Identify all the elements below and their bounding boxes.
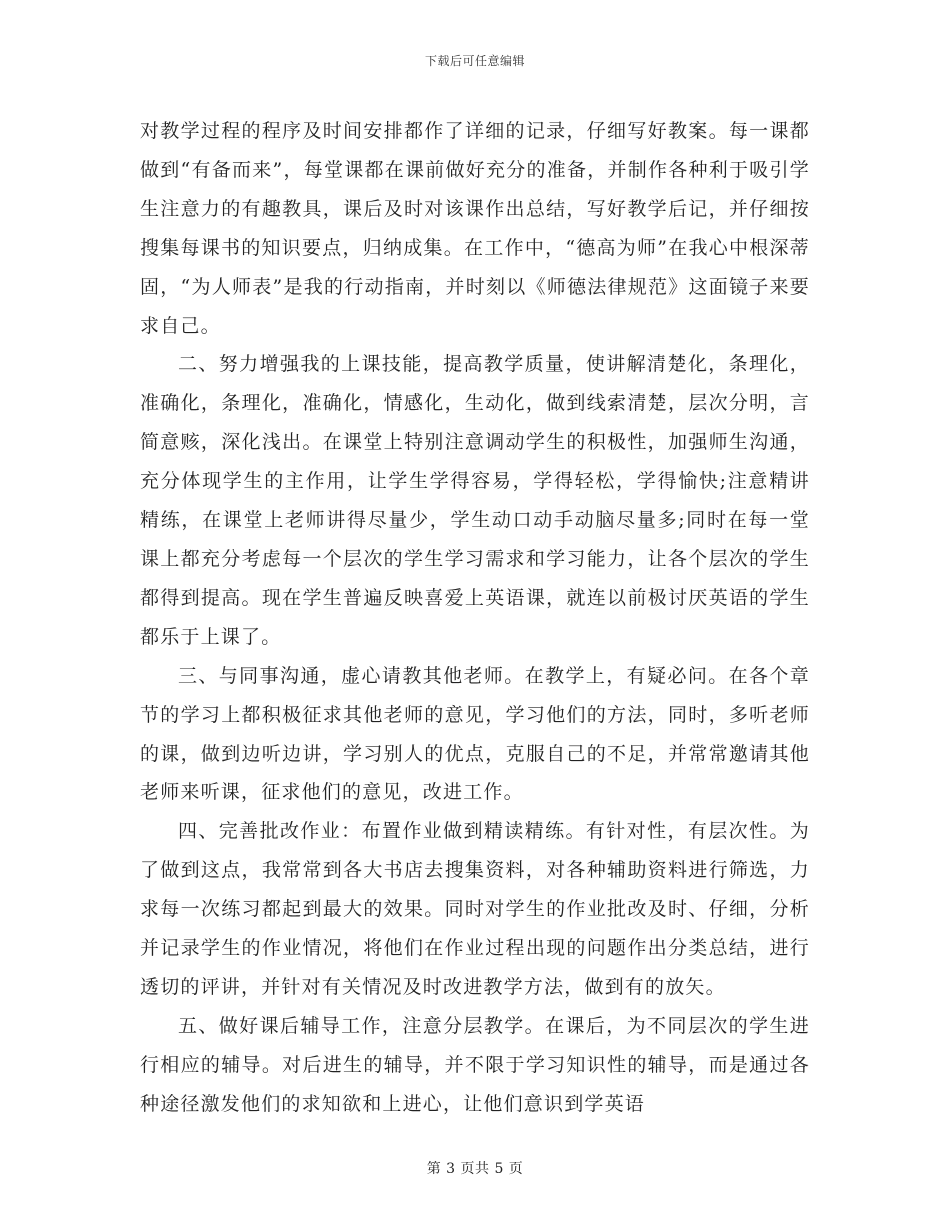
document-body: [140, 112, 810, 1124]
paragraph-continuation: 对教学过程的程序及时间安排都作了详细的记录，仔细写好教案。每一课都做到“有备而来”，每堂课都在课前做好充分的准备，并制作各种利于吸引学生注意力的有趣教具，课后及时对该课作出总结，写好教学后记，并仔细按搜集每课书的知识要点，归纳成集。在工作中，“德高为师”在我心中根深蒂固，“为人师表”是我的行动指南，并时刻以《师德法律规范》这面镜子来要求自己。: [140, 120, 810, 337]
paragraph-section-3: 三、与同事沟通，虚心请教其他老师。在教学上，有疑必问。在各个章节的学习上都积极征求其他老师的意见，学习他们的方法，同时，多听老师的课，做到边听边讲，学习别人的优点，克服自己的不足，并常常邀请其他老师来听课，征求他们的意见，改进工作。: [140, 664, 810, 804]
paragraph-section-2: 二、努力增强我的上课技能，提高教学质量，使讲解清楚化，条理化，准确化，条理化，准确化，情感化，生动化，做到线索清楚，层次分明，言简意赅，深化浅出。在课堂上特别注意调动学生的积极性，加强师生沟通，充分体现学生的主作用，让学生学得容易，学得轻松，学得愉快;注意精讲精练，在课堂上老师讲得尽量少，学生动口动手动脑尽量多;同时在每一堂课上都充分考虑每一个层次的学生学习需求和学习能力，让各个层次的学生都得到提高。现在学生普遍反映喜爱上英语课，就连以前极讨厌英语的学生都乐于上课了。: [140, 353, 810, 648]
page-number-footer: 第 3 页共 5 页: [426, 1161, 524, 1177]
paragraph-section-5: 五、做好课后辅导工作，注意分层教学。在课后，为不同层次的学生进行相应的辅导。对后进生的辅导，并不限于学习知识性的辅导，而是通过各种途径激发他们的求知欲和上进心，让他们意识到学英语: [140, 1014, 810, 1115]
page-header: 下载后可任意编辑: [424, 54, 525, 68]
paragraph-section-4: 四、完善批改作业：布置作业做到精读精练。有针对性，有层次性。为了做到这点，我常常到各大书店去搜集资料，对各种辅助资料进行筛选，力求每一次练习都起到最大的效果。同时对学生的作业批改及时、仔细，分析并记录学生的作业情况，将他们在作业过程出现的问题作出分类总结，进行透切的评讲，并针对有关情况及时改进教学方法，做到有的放矢。: [140, 820, 810, 998]
